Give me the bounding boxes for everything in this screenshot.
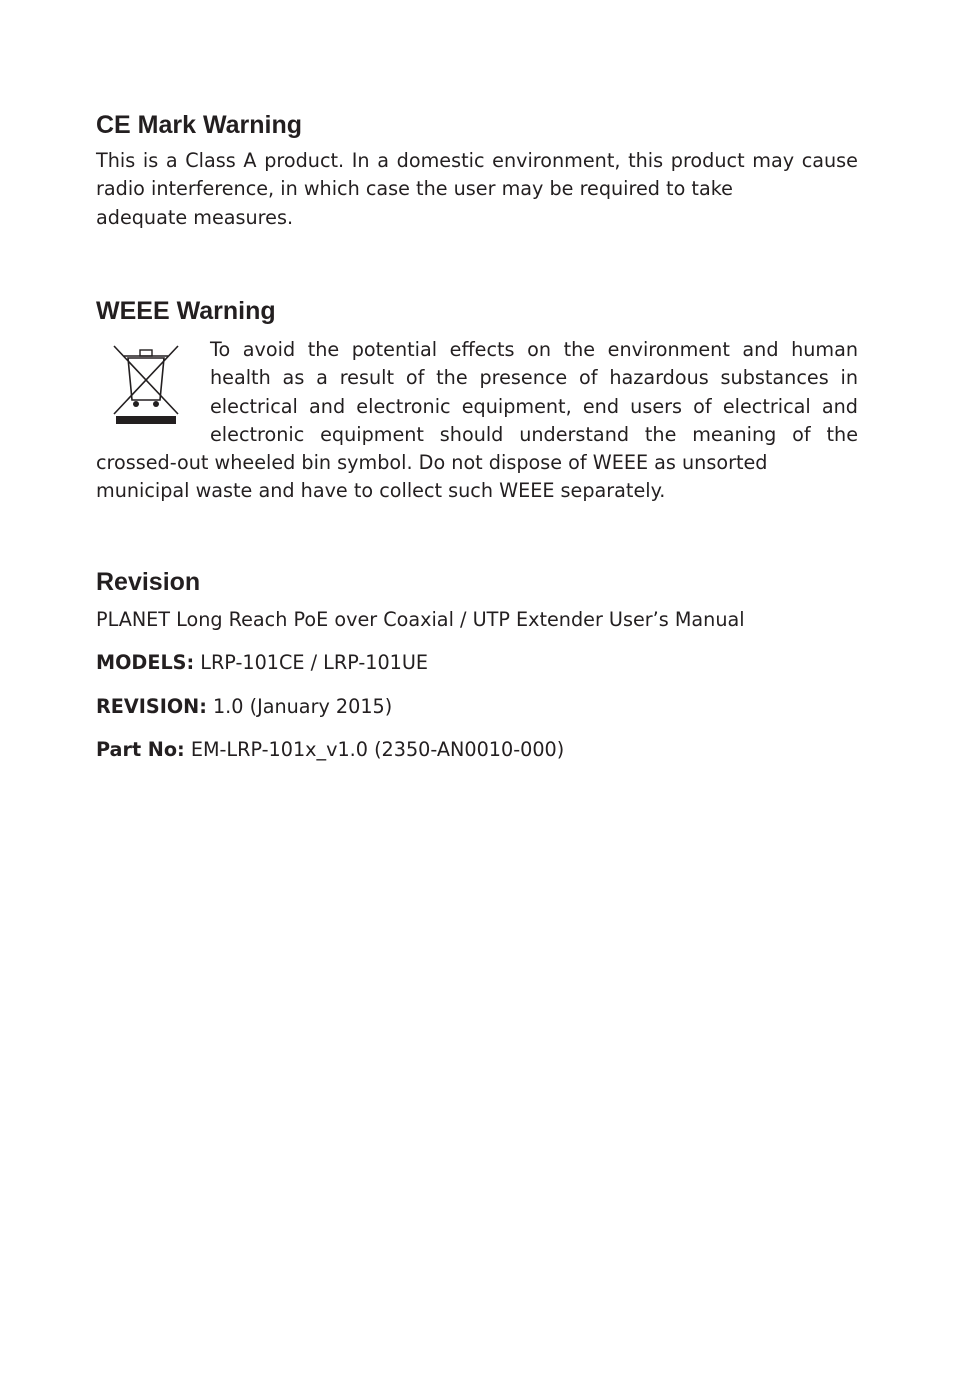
weee-body-last: municipal waste and have to collect such WEEE separately. <box>96 479 666 503</box>
weee-section <box>96 336 858 506</box>
ce-mark-heading: CE Mark Warning <box>96 111 303 139</box>
manual-title: PLANET Long Reach PoE over Coaxial / UTP Extender User’s Manual <box>96 608 745 631</box>
models-label: MODELS: <box>96 651 195 674</box>
ce-mark-body: This is a Class A product. In a domestic environment, this product may cause radio interference, in which case the user may be required to take <box>96 149 858 201</box>
revision-value: 1.0 (January 2015) <box>206 695 393 718</box>
models-value: LRP-101CE / LRP-101UE <box>194 651 429 674</box>
models-line <box>96 651 428 675</box>
part-number-value: EM-LRP-101x_v1.0 (2350-AN0010-000) <box>184 738 565 761</box>
revision-line <box>96 695 392 719</box>
weee-heading: WEEE Warning <box>96 297 276 325</box>
revision-label: REVISION: <box>96 695 207 718</box>
part-number-line <box>96 738 564 762</box>
weee-body: To avoid the potential effects on the environment and human health as a result of the presence of hazardous substances in electrical and electronic equipment, end users of electrical and electronic equipment should understand the meaning of the crossed-out wheeled bin symbol. Do not dispose of WEEE as unsorted <box>96 338 858 475</box>
part-number-label: Part No: <box>96 738 185 761</box>
crossed-out-wheeled-bin-icon <box>106 340 186 426</box>
ce-mark-paragraph <box>96 147 858 232</box>
ce-mark-body-last: adequate measures. <box>96 205 294 229</box>
weee-paragraph <box>96 336 858 506</box>
revision-heading: Revision <box>96 568 201 596</box>
